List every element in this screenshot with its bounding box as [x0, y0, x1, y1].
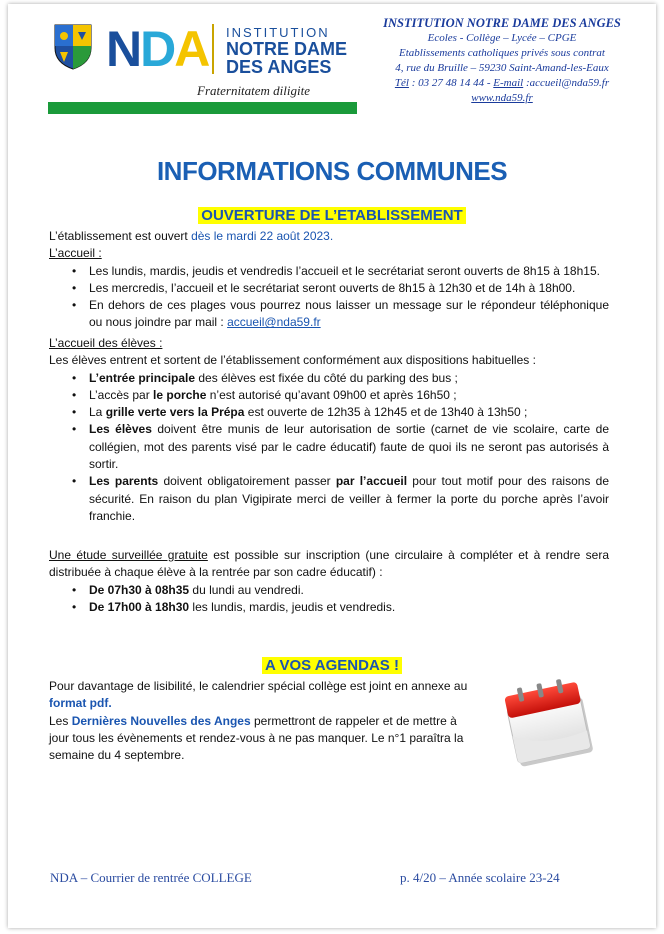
list-item: • Les mercredis, l’accueil et le secrétariat seront ouverts de 8h15 à 12h30 et de 14h à 18h00.	[49, 280, 609, 297]
institution-address-block	[378, 16, 626, 106]
agendas-paragraph-2	[49, 713, 479, 765]
pdf-format-text: format pdf.	[49, 696, 112, 711]
list-item	[49, 599, 609, 616]
bold-text: L’entrée principale	[89, 370, 196, 385]
list-item	[49, 582, 609, 599]
bold-text: le porche	[153, 387, 207, 402]
eleves-heading: L’accueil des élèves :	[49, 336, 163, 350]
logo-institution-line1: NOTRE DAME	[226, 39, 347, 59]
item-text: est ouverte de 12h35 à 12h45 et de 13h40 à 13h50 ;	[244, 405, 528, 420]
accueil-heading: L’accueil :	[49, 246, 102, 261]
eleves-list	[49, 370, 609, 526]
item-text: du lundi au vendredi.	[189, 582, 304, 597]
footer-left: NDA – Courrier de rentrée COLLEGE	[50, 870, 252, 885]
green-divider-bar	[48, 102, 357, 114]
institution-title: INSTITUTION NOTRE DAME DES ANGES	[383, 16, 621, 30]
coat-of-arms-icon	[54, 24, 92, 70]
ouverture-heading-text: OUVERTURE DE L’ETABLISSEMENT	[198, 207, 465, 224]
item-text: La	[89, 405, 106, 420]
item-text: permettront de rappeler et de mettre à jour tous les évènements et rendez-vous à ne pas manquer. Le n°1 paraîtra la semaine du 4 septembre.	[49, 713, 464, 763]
list-item	[49, 370, 609, 387]
newsletter-name: Dernières Nouvelles des Anges	[71, 713, 251, 728]
item-text: les lundis, mardis, jeudis et vendredis.	[189, 599, 396, 614]
list-item	[49, 473, 609, 525]
tel-label: Tél	[394, 77, 409, 89]
calendar-icon	[498, 668, 602, 772]
opening-date-sentence	[49, 228, 609, 245]
institution-status: Etablissements catholiques privés sous contrat	[399, 47, 605, 59]
item-text: doivent obligatoirement passer	[158, 474, 336, 489]
footer-page-number: p. 4/20 – Année scolaire 23-24	[400, 870, 560, 885]
section-heading-ouverture	[8, 206, 656, 226]
etude-intro	[49, 547, 609, 582]
logo-letter-d: D	[140, 21, 175, 77]
list-item: • Les lundis, mardis, jeudis et vendredis l’accueil et le secrétariat seront ouverts de 8h15 à 18h15.	[49, 263, 609, 280]
list-item	[49, 421, 609, 473]
list-item	[49, 404, 609, 421]
opening-date: dès le mardi 22 août 2023.	[191, 229, 334, 243]
agendas-section	[49, 678, 479, 764]
item-text: doivent être munis de leur autorisation de sortie (carnet de vie scolaire, carte de collégien, mot des parents visé par le cadre éducatif) faute de quoi ils ne seront pas autorisés à sortir.	[89, 422, 609, 472]
ouverture-section	[49, 228, 609, 332]
motto: Fraternitatem diligite	[197, 83, 311, 98]
email-value: :accueil@nda59.fr	[523, 77, 610, 89]
accueil-list	[49, 263, 609, 332]
item-text: Pour davantage de lisibilité, le calendrier spécial collège est joint en annexe au	[49, 679, 468, 693]
institution-contact	[378, 76, 626, 91]
item-text: L’accès par	[89, 387, 154, 402]
etude-list	[49, 582, 609, 617]
email-label: E-mail	[493, 77, 524, 89]
etude-lead: Une étude surveillée gratuite	[49, 548, 208, 562]
tel-value: : 03 27 48 14 44 -	[408, 77, 494, 89]
bold-text: par l’accueil	[335, 474, 408, 489]
bold-text: Les élèves	[89, 422, 152, 437]
list-item	[49, 297, 609, 332]
list-item	[49, 387, 609, 404]
bold-text: De 07h30 à 08h35	[89, 582, 190, 597]
eleves-section	[49, 335, 609, 525]
logo-institution-small: INSTITUTION	[226, 25, 330, 40]
etude-text: est possible sur inscription (une circulaire à compléter et à rendre sera distribuée à chaque élève à la rentrée par son cadre éducatif) :	[49, 548, 609, 580]
accueil-item-text: En dehors de ces plages vous pourrez nous laisser un message sur le répondeur téléphonique ou nous joindre par mail :	[89, 298, 609, 330]
logo-divider	[212, 24, 214, 74]
item-text: pour tout motif pour des raisons de sécurité. En raison du plan Vigipirate merci de veiller à fermer la porte du porche après l’avoir franchie.	[89, 474, 609, 523]
bold-text: De 17h00 à 18h30	[89, 599, 190, 614]
institution-address: 4, rue du Bruille – 59230 Saint-Amand-les-Eaux	[395, 62, 609, 74]
bold-text: grille verte vers la Prépa	[105, 405, 245, 420]
opening-intro: L’établissement est ouvert	[49, 229, 192, 243]
website-link[interactable]: www.nda59.fr	[471, 92, 533, 104]
agendas-heading-text: A VOS AGENDAS !	[262, 657, 402, 674]
logo-institution-line2: DES ANGES	[226, 57, 332, 77]
item-text: n’est autorisé qu’avant 09h00 et après 16h50 ;	[206, 387, 457, 402]
logo-letter-n: N	[106, 21, 141, 77]
item-text: Les	[49, 713, 72, 728]
accueil-email-link[interactable]: accueil@nda59.fr	[227, 315, 321, 330]
logo-institution-name	[226, 40, 347, 76]
document-page	[8, 4, 656, 928]
page-title: INFORMATIONS COMMUNES	[156, 156, 508, 186]
eleves-intro: Les élèves entrent et sortent de l’établissement conformément aux dispositions habituelles :	[49, 353, 536, 368]
logo-letter-a: A	[174, 21, 209, 77]
agendas-paragraph-1	[49, 678, 479, 713]
nda-logo	[106, 21, 209, 77]
etude-section	[49, 547, 609, 616]
institution-schools: Ecoles - Collège – Lycée – CPGE	[427, 32, 577, 44]
bold-text: Les parents	[89, 474, 159, 489]
item-text: des élèves est fixée du côté du parking des bus ;	[195, 370, 458, 385]
